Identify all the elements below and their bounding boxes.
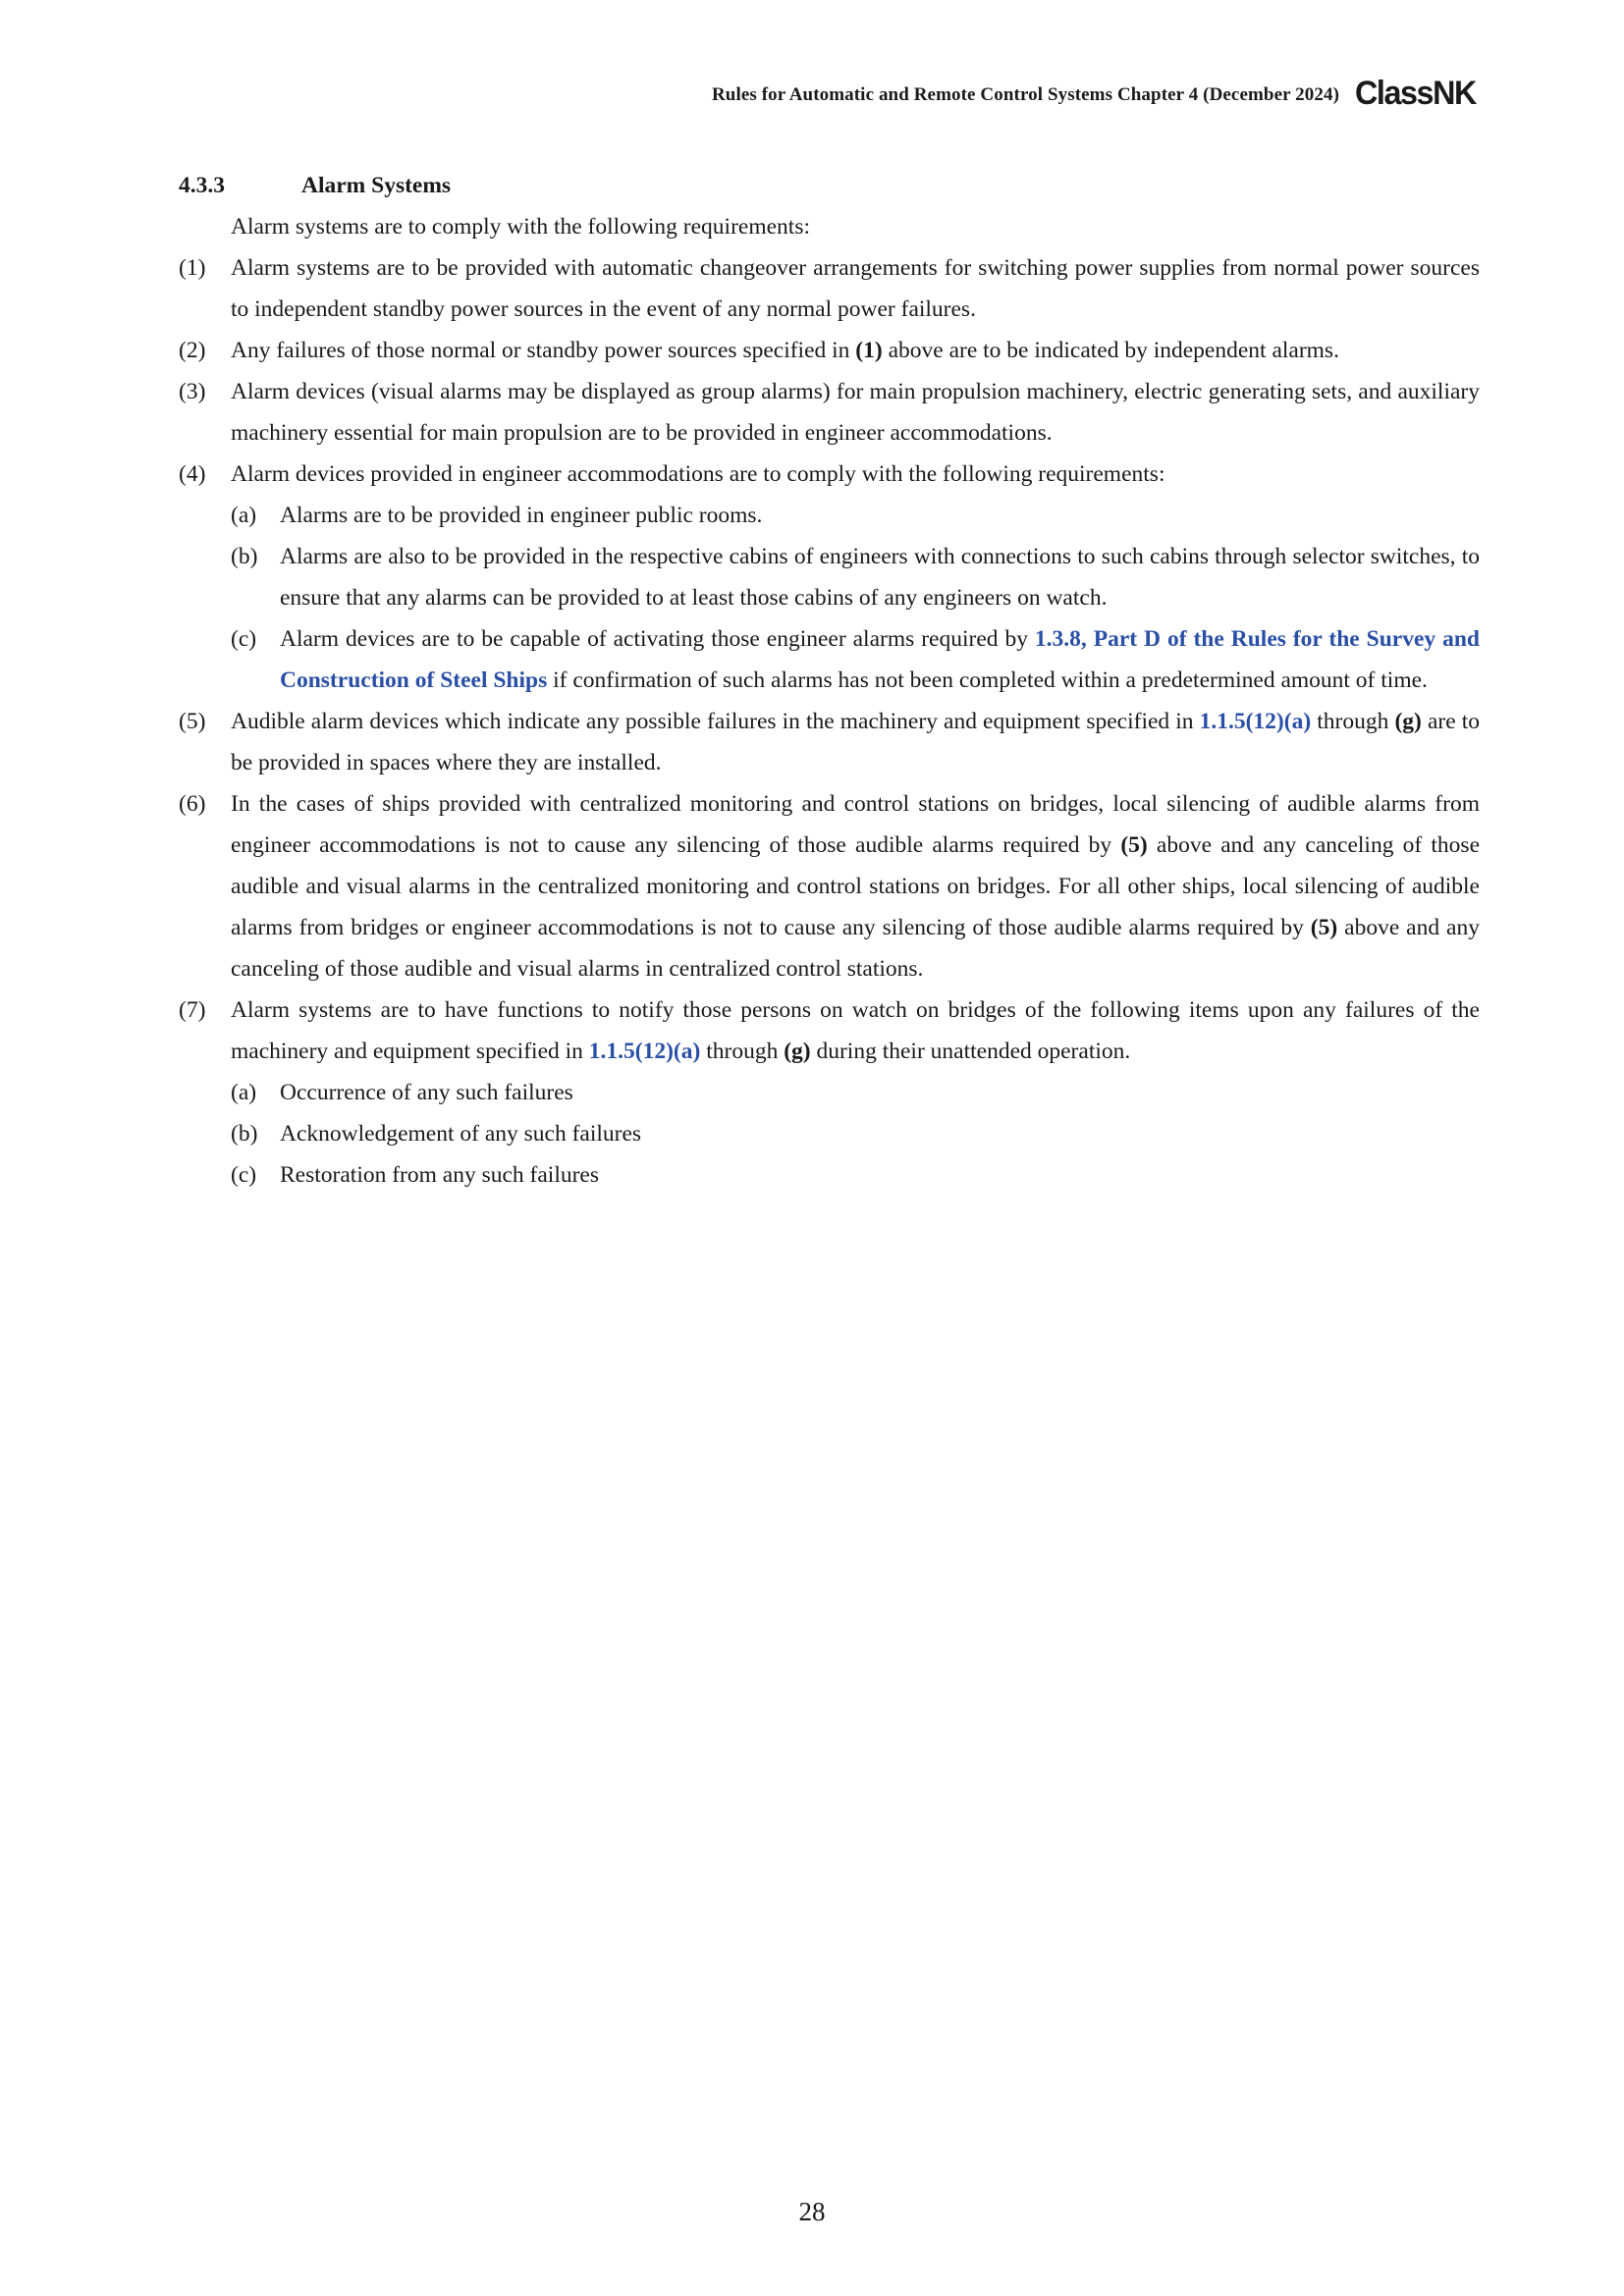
list-item-3 bbox=[179, 371, 1480, 454]
running-header bbox=[0, 77, 1624, 116]
sub-item-text: Acknowledgement of any such failures bbox=[280, 1121, 642, 1147]
section-number: 4.3.3 bbox=[179, 173, 225, 198]
item-text: are to be provided in spaces where they are installed. bbox=[231, 709, 1480, 775]
item-text: during their unattended operation. bbox=[810, 1039, 1131, 1064]
sub-item-text: Occurrence of any such failures bbox=[280, 1080, 573, 1105]
item-label: (6) bbox=[179, 791, 206, 817]
section-intro: Alarm systems are to comply with the following requirements: bbox=[231, 214, 810, 240]
rule-reference-link[interactable]: 1.1.5(12)(a) bbox=[588, 1039, 701, 1064]
section-heading bbox=[179, 165, 1480, 206]
sub-item-4b bbox=[179, 536, 1480, 618]
bold-reference: (5) bbox=[1310, 915, 1338, 940]
sub-item-label: (a) bbox=[231, 503, 257, 528]
item-text: Alarm devices (visual alarms may be displayed as group alarms) for main propulsion machinery, electric generating sets, and auxiliary machinery essential for main propulsion are to be provided in engineer accommodations. bbox=[231, 379, 1480, 446]
bold-reference: (g) bbox=[1394, 709, 1422, 734]
item-label: (7) bbox=[179, 997, 206, 1023]
sub-item-label: (a) bbox=[231, 1080, 257, 1105]
running-title: Rules for Automatic and Remote Control Systems Chapter 4 (December 2024) bbox=[711, 84, 1339, 105]
item-label: (5) bbox=[179, 709, 206, 734]
classnk-logo: ClassNK bbox=[1355, 75, 1476, 112]
rule-reference-link[interactable]: 1.3.8, Part D of the Rules for the Survey and Construction of Steel Ships bbox=[280, 626, 1480, 693]
sub-item-text: Alarm devices are to be capable of activating those engineer alarms required by bbox=[280, 626, 1035, 652]
item-text: Alarm systems are to have functions to notify those persons on watch on bridges of the following items upon any failures of the machinery and equipment specified in bbox=[231, 997, 1480, 1064]
bold-reference: (1) bbox=[855, 338, 883, 363]
item-label: (3) bbox=[179, 379, 206, 404]
item-label: (4) bbox=[179, 461, 206, 487]
sub-item-7c bbox=[179, 1154, 1480, 1196]
sub-item-4a bbox=[179, 495, 1480, 536]
item-text: above and any canceling of those audible and visual alarms in centralized control stations. bbox=[231, 915, 1480, 982]
list-item-4 bbox=[179, 454, 1480, 495]
item-text: Alarm systems are to be provided with automatic changeover arrangements for switching power supplies from normal power sources to independent standby power sources in the event of any normal power failures. bbox=[231, 255, 1480, 322]
sub-item-4c bbox=[179, 618, 1480, 701]
item-label: (1) bbox=[179, 255, 206, 281]
item-text: above and any canceling of those audible and visual alarms in the centralized monitoring and control stations on bridges. For all other ships, local silencing of audible alarms from bridges or engineer accommodations is not to cause any silencing of those audible alarms required by bbox=[231, 832, 1480, 940]
sub-item-text: if confirmation of such alarms has not been completed within a predetermined amount of time. bbox=[547, 667, 1428, 693]
item-text: above are to be indicated by independent alarms. bbox=[882, 338, 1339, 363]
section-title: Alarm Systems bbox=[301, 173, 452, 198]
sub-item-label: (b) bbox=[231, 544, 258, 569]
rule-reference-link[interactable]: 1.1.5(12)(a) bbox=[1199, 709, 1312, 734]
item-text: through bbox=[1311, 709, 1395, 734]
bold-reference: (g) bbox=[784, 1039, 811, 1064]
bold-reference: (5) bbox=[1120, 832, 1148, 858]
sub-item-label: (c) bbox=[231, 1162, 257, 1188]
sub-item-text: Alarms are also to be provided in the respective cabins of engineers with connections to such cabins through selector switches, to ensure that any alarms can be provided to at least those cabins of any engineers on watch. bbox=[280, 544, 1480, 611]
sub-item-text: Restoration from any such failures bbox=[280, 1162, 599, 1188]
item-label: (2) bbox=[179, 338, 206, 363]
item-text: Audible alarm devices which indicate any possible failures in the machinery and equipment specified in bbox=[231, 709, 1200, 734]
sub-item-text: Alarms are to be provided in engineer public rooms. bbox=[280, 503, 763, 528]
item-text: Any failures of those normal or standby power sources specified in bbox=[231, 338, 856, 363]
sub-item-label: (b) bbox=[231, 1121, 258, 1147]
page-number: 28 bbox=[798, 2197, 826, 2226]
list-item-7 bbox=[179, 989, 1480, 1072]
list-item-6 bbox=[179, 783, 1480, 989]
list-item-1 bbox=[179, 247, 1480, 330]
list-item-5 bbox=[179, 701, 1480, 783]
sub-item-7b bbox=[179, 1113, 1480, 1154]
sub-item-7a bbox=[179, 1072, 1480, 1113]
item-text: Alarm devices provided in engineer accommodations are to comply with the following requirements: bbox=[231, 461, 1165, 487]
sub-item-label: (c) bbox=[231, 626, 257, 652]
item-text: In the cases of ships provided with centralized monitoring and control stations on bridges, local silencing of audible alarms from engineer accommodations is not to cause any silencing of those audible alarms required by bbox=[231, 791, 1480, 858]
item-text: through bbox=[700, 1039, 785, 1064]
list-item-2 bbox=[179, 330, 1480, 371]
document-body bbox=[179, 165, 1480, 1196]
